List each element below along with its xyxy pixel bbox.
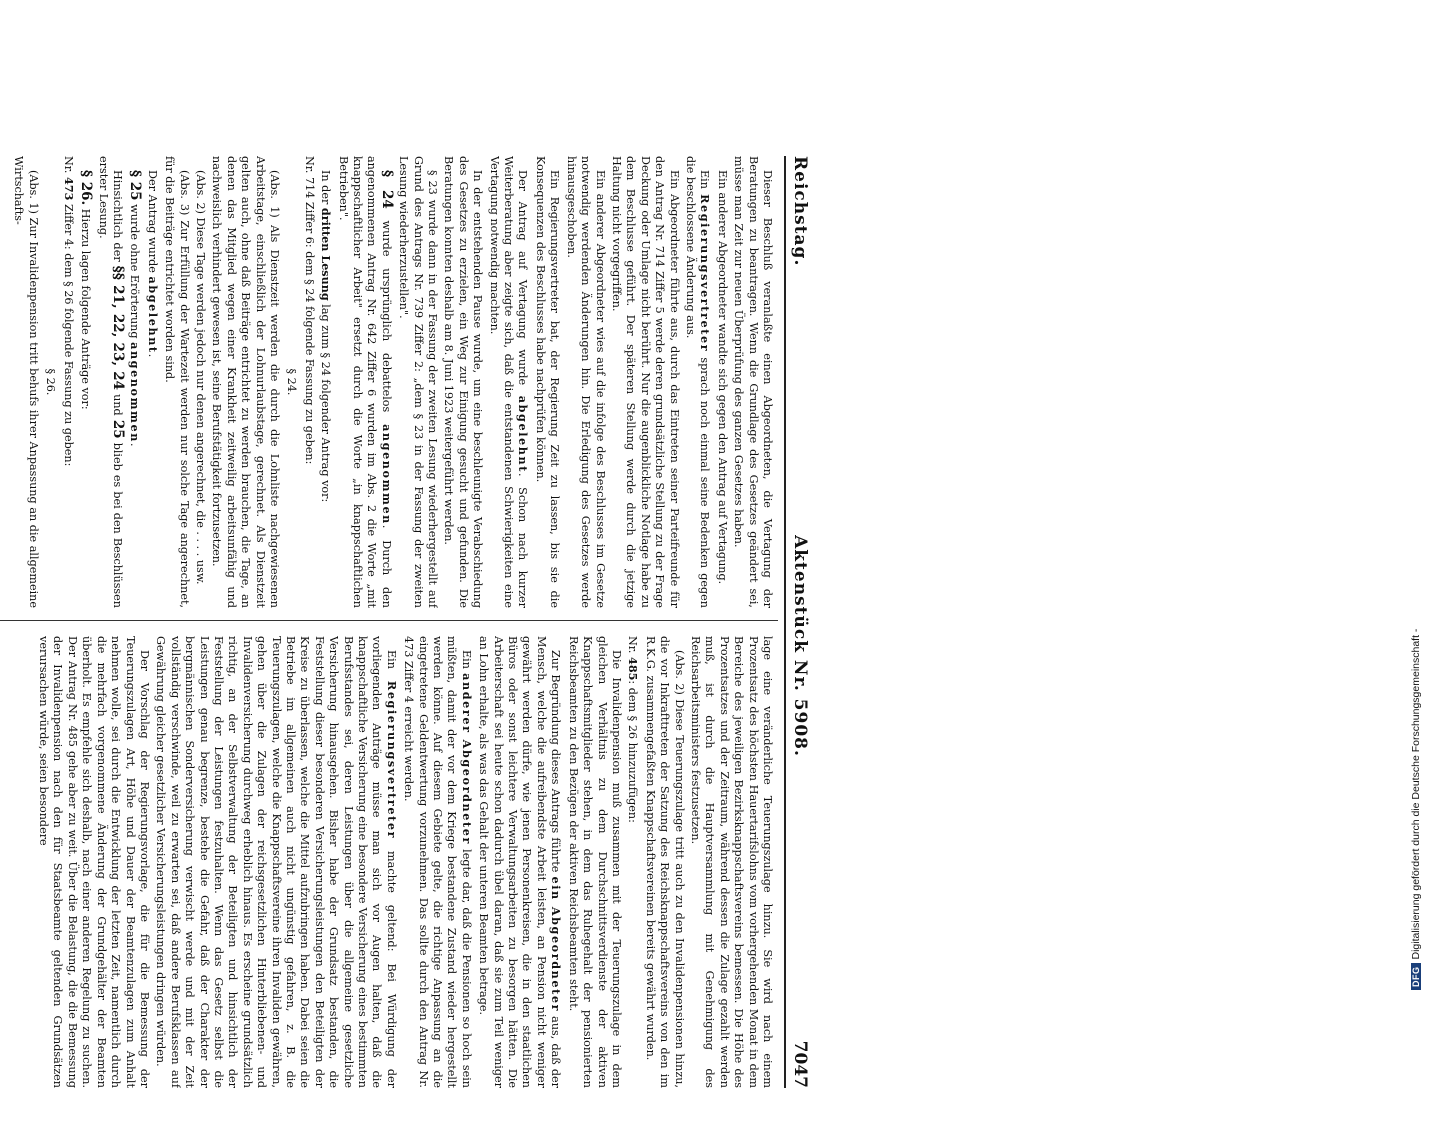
emphasized-text: abgelehnt — [145, 276, 160, 354]
emphasized-text: abgelehnt — [516, 395, 531, 473]
credit-line — [1410, 10, 1426, 990]
header-page-number: 7047 — [790, 1040, 810, 1088]
text-run: Der Antrag auf Vertagung wurde — [516, 170, 530, 396]
text-run: Ein — [459, 650, 473, 674]
paragraph: Ein Regierungsvertreter bat, der Regierung Zeit zu lassen, bis sie die Konsequenzen des Beschlusses habe nachprüfen können. — [533, 156, 562, 608]
right-column — [0, 636, 774, 1088]
page-header — [786, 156, 810, 1088]
paragraph: Der Vorschlag der Regierungsvorlage, die für die Bemessung der Teuerungszulagen Art, Höhe und Dauer der Beamtenzulagen zum Anhalt nehmen wolle, sei durch die Entwicklung der letzten Zeit, namentlich durch die mehrfach vorgenommene Änderung der Grundgehälter der Beamten überholt. Es empfehle sich deshalb, nach einer anderen Regelung zu suchen. Der Antrag Nr. 485 gehe aber zu weit. Über die Belastung, die die Bemessung der Invalidenpension nach den für Staatsbeamte geltenden Grundsätzen verursachen würde, seien besondere — [37, 636, 151, 1088]
credit-text: Digitalisierung gefördert durch die Deutsche Forschungsgemeinschaft - — [1410, 628, 1422, 960]
paragraph: (Abs. 2) Diese Teuerungszulage tritt auch zu den Invalidenpensionen hinzu, die vor Inkrafttreten der Satzung des Reichsknappschaftsvereins von den im R.K.G. zusammengefaßten Knappschaftsvereinen bereits gewährt wurden. — [643, 636, 686, 1088]
header-rule — [784, 156, 786, 1088]
motion-number: 485 — [626, 657, 641, 681]
text-run: . — [128, 442, 142, 447]
emphasized-text: anderer Abgeordneter — [459, 673, 474, 845]
paragraph: Ein anderer Abgeordneter wies auf die infolge des Beschlusses im Gesetze notwendig werdenden Änderungen hin. Die Erledigung des Gesetzes werde hinausgeschoben. — [564, 156, 607, 608]
header-left-title: Reichstag. — [790, 156, 810, 267]
paragraph: (Abs. 2) Diese Tage werden jedoch nur denen angerechnet, die . . . . usw. — [193, 170, 207, 585]
text-run: Zur Begründung dieses Antrags führte — [549, 650, 563, 877]
paragraph: In der entstehenden Pause wurde, um eine beschleunigte Verabschiedung des Gesetzes zu erzielen, ein Weg zur Einigung gesucht und gefunden. Die Beratungen konnten deshalb am 8. Juni 1923 weitergeführt werden. — [442, 156, 485, 608]
paragraph — [95, 156, 125, 608]
text-run: . Durch den angenommenen Antrag Nr. 642 Ziffer 6 wurden im Abs. 2 die Worte „mit knappschaftlicher Arbeit" ersetzt durch die Worte „in knappschaftlichen Betrieben". — [336, 156, 393, 608]
text-run: Nr. — [61, 156, 75, 178]
paragraph — [476, 636, 563, 1088]
paragraph — [153, 636, 399, 1088]
text-run: . — [145, 353, 159, 358]
paragraph: (Abs. 3) Zur Erfüllung der Wartezeit werden nur solche Tage angerechnet, für die Beiträge entrichtet worden sind. — [163, 156, 191, 608]
paragraph — [78, 156, 93, 608]
paragraph — [683, 156, 713, 608]
dfg-logo: DFG — [1411, 964, 1421, 991]
section-number: § 26. — [78, 170, 95, 206]
text-run: . Schon nach kurzer Weiterberatung aber zeigte sich, daß die entstandenen Schwierigkeiten eine Vertagung notwendig machten. — [487, 156, 530, 608]
section-number: § 24 — [378, 170, 395, 209]
paragraph: Die Invalidenpension muß zusammen mit der Teuerungszulage in dem gleichen Verhältnis zu dem Durchschnittsverdienste der aktiven Knappschaftsmitglieder stehen, in dem das Ruhegehalt der pensionierten Reichsbeamten zu den Bezügen der aktiven Reichsbeamten steht. — [566, 636, 623, 1088]
emphasized-text: Regierungsvertreter — [384, 680, 399, 840]
text-run: In der — [319, 170, 333, 208]
text-run: aus, daß der Mensch, welche die aufreibendste Arbeit leisten, an Pension nicht weniger gewährt werden dürfe, wie jenen Personenkreisen, die in den staatlichen Büros oder sonst leichtere Verwaltungsarbeiten zu besorgen hätten. Die Arbeiterschaft sei heute schon dadurch übel daran, daß sie zum Teil weniger an Lohn erhalte, als was das Gehalt der unteren Beamten betrage. — [477, 636, 563, 1088]
emphasized-text: dritten Lesung — [319, 207, 334, 301]
paragraph — [60, 156, 75, 608]
text-run: Ziffer 4: dem § 26 folgende Fassung zu geben: — [61, 200, 75, 467]
text-run: blieb es bei den Beschlüssen erster Lesung. — [96, 156, 124, 608]
rotated-page-content — [0, 122, 878, 1122]
emphasized-text: angenommen — [128, 342, 143, 443]
paragraph: Ein anderer Abgeordneter wandte sich gegen den Antrag auf Vertagung. — [715, 170, 729, 585]
paragraph: (Abs. 1) Zur Invalidenpension tritt behufs ihrer Anpassung an die allgemeine Wirtschafts- — [12, 156, 40, 608]
text-run: wurde ursprünglich debattelos — [379, 208, 393, 425]
paragraph: Ein Abgeordneter führte aus, durch das Eintreten seiner Parteifreunde für den Antrag Nr. 714 Ziffer 5 werde deren grundsätzliche Stellung zu der Frage Deckung oder Umlage nicht berührt. Nur die augenblickliche Notlage habe zu dem Beschlusse geführt. Der späteren Stellung werde durch die jetzige Haltung nicht vorgegriffen. — [609, 156, 681, 608]
paragraph — [144, 156, 159, 608]
paragraph: § 23 wurde dann in der Fassung der zweiten Lesung wiederhergestellt auf Grund des Antrags Nr. 739 Ziffer 2: „dem § 23 in der Fassung der zweiten Lesung wiederherzustellen". — [397, 156, 440, 608]
emphasized-text: Regierungsvertreter — [698, 194, 713, 353]
section-heading: § 24. — [285, 368, 299, 396]
left-column — [0, 156, 774, 608]
section-number: § 25 — [127, 170, 144, 201]
text-run: Ein — [698, 170, 712, 195]
paragraph: lage eine veränderliche Teuerungszulage hinzu. Sie wird nach einem Prozentsatz des höchsten Hauertarifslohns vom vorhergehenden Monat in dem Bereiche des jeweiligen Bezirksknappschaftsvereins bemessen. Die Höhe des Prozentsatzes und der Zeitraum, während dessen die Zulage gezahlt werden muß, ist durch die Hauptversammlung mit Genehmigung des Reichsarbeitsministers festzusetzen. — [688, 636, 774, 1088]
section-heading: § 26. — [44, 368, 58, 396]
text-run: Hierzu lagen folgende Anträge vor: — [79, 205, 93, 410]
motion-number: 473 — [61, 177, 76, 201]
emphasized-text: angenommen — [379, 424, 394, 525]
section-numbers: §§ 21, 22, 23, 24 — [109, 265, 126, 391]
emphasized-text: ein Abgeordneter — [549, 876, 564, 1013]
paragraph — [318, 156, 333, 608]
paragraph — [625, 636, 640, 1088]
paragraph — [127, 156, 142, 608]
text-run: sprach noch einmal seine Bedenken gegen die beschlossene Änderung aus. — [683, 156, 712, 608]
header-document-title: Aktenstück Nr. 5908. — [790, 535, 810, 757]
section-number: 25 — [109, 419, 126, 439]
text-run: wurde ohne Erörterung — [128, 200, 142, 343]
text-run: Nr. — [626, 636, 640, 658]
column-divider — [0, 620, 778, 621]
paragraph: Dieser Beschluß veranlaßte einen Abgeordneten, die Vertagung der Beratungen zu beantragen. Wenn die Grundlage des Gesetzes geändert sei, müsse man Zeit zur neuen Überprüfung des ganzen Gesetzes haben. — [732, 156, 774, 608]
paragraph: Nr. 714 Ziffer 6: dem § 24 folgende Fassung zu geben: — [302, 156, 316, 465]
paragraph — [486, 156, 530, 608]
paragraph: (Abs. 1) Als Dienstzeit werden die durch die Lohnliste nachgewiesenen Arbeitstage, einschließlich der Lohnurlaubstage, gerechnet. Als Dienstzeit gelten auch, ohne daß Beiträge entrichtet zu werden brauchen, die Tage, an denen das Mitglied wegen einer Krankheit zeitweilig arbeitsunfähig und nachweislich verhindert gewesen ist, seine Berufstätigkeit fortzusetzen. — [210, 156, 281, 608]
text-run: Der Antrag wurde — [145, 170, 159, 277]
paragraph — [335, 156, 394, 608]
paragraph — [401, 636, 474, 1088]
text-run: legte dar, daß die Pensionen so hoch sein müßten, damit der vor dem Kriege bestandene Zustand wieder hergestellt werden könne. Auf diesem Gebiete gelte, die richtige Anpassung an die eingetretene Geldentwertung vorzunehmen. Das sollte durch den Antrag Nr. 473 Ziffer 4 erreicht werden. — [402, 636, 473, 1088]
text-run: und — [110, 390, 124, 420]
text-run: : dem § 26 hinzuzufügen: — [626, 680, 640, 823]
text-run: Ein — [384, 650, 398, 681]
text-run: machte geltend: Bei Würdigung der vorliegenden Anträge müsse man sich vor Augen halten, daß die knappschaftliche Versicherung eine besondere Versicherung eines bestimmten Berufsstandes sei, deren Leistungen über die allgemeine gesetzliche Versicherung hinausgehen. Bisher habe der Grundsatz bestanden, die Feststellung dieser besonderen Versicherungsleistungen den Beteiligten der Kreise zu überlassen, welche die Mittel aufzubringen haben. Dabei seien die Betriebe im allgemeinen auch nicht ungünstig gefahren, z. B. die Teuerungszulagen, welche die Knappschaftsvereine ihren Invaliden gewähren, gehen über die Zulagen der reichsgesetzlichen Hinterbliebenen- und Invalidenversicherung durchweg erheblich hinaus. Es erscheine grundsätzlich richtig, an der Selbstverwaltung der Beteiligten und hinsichtlich der Feststellung der Leistungen festzuhalten. Wenn das Gesetz selbst die Leistungen genau begrenze, bestehe die Gefahr, daß der Charakter der bergmännischen Sonderversicherung verwischt werde und mit der Zeit vollständig verschwinde, weil zu erwarten sei, daß andere Berufsklassen auf Gewährung gleicher gesetzlicher Versicherungsleistungen dringen würden. — [154, 636, 398, 1088]
text-run: Hinsichtlich der — [110, 170, 124, 266]
text-run: lag zum § 24 folgender Antrag vor: — [319, 300, 333, 503]
